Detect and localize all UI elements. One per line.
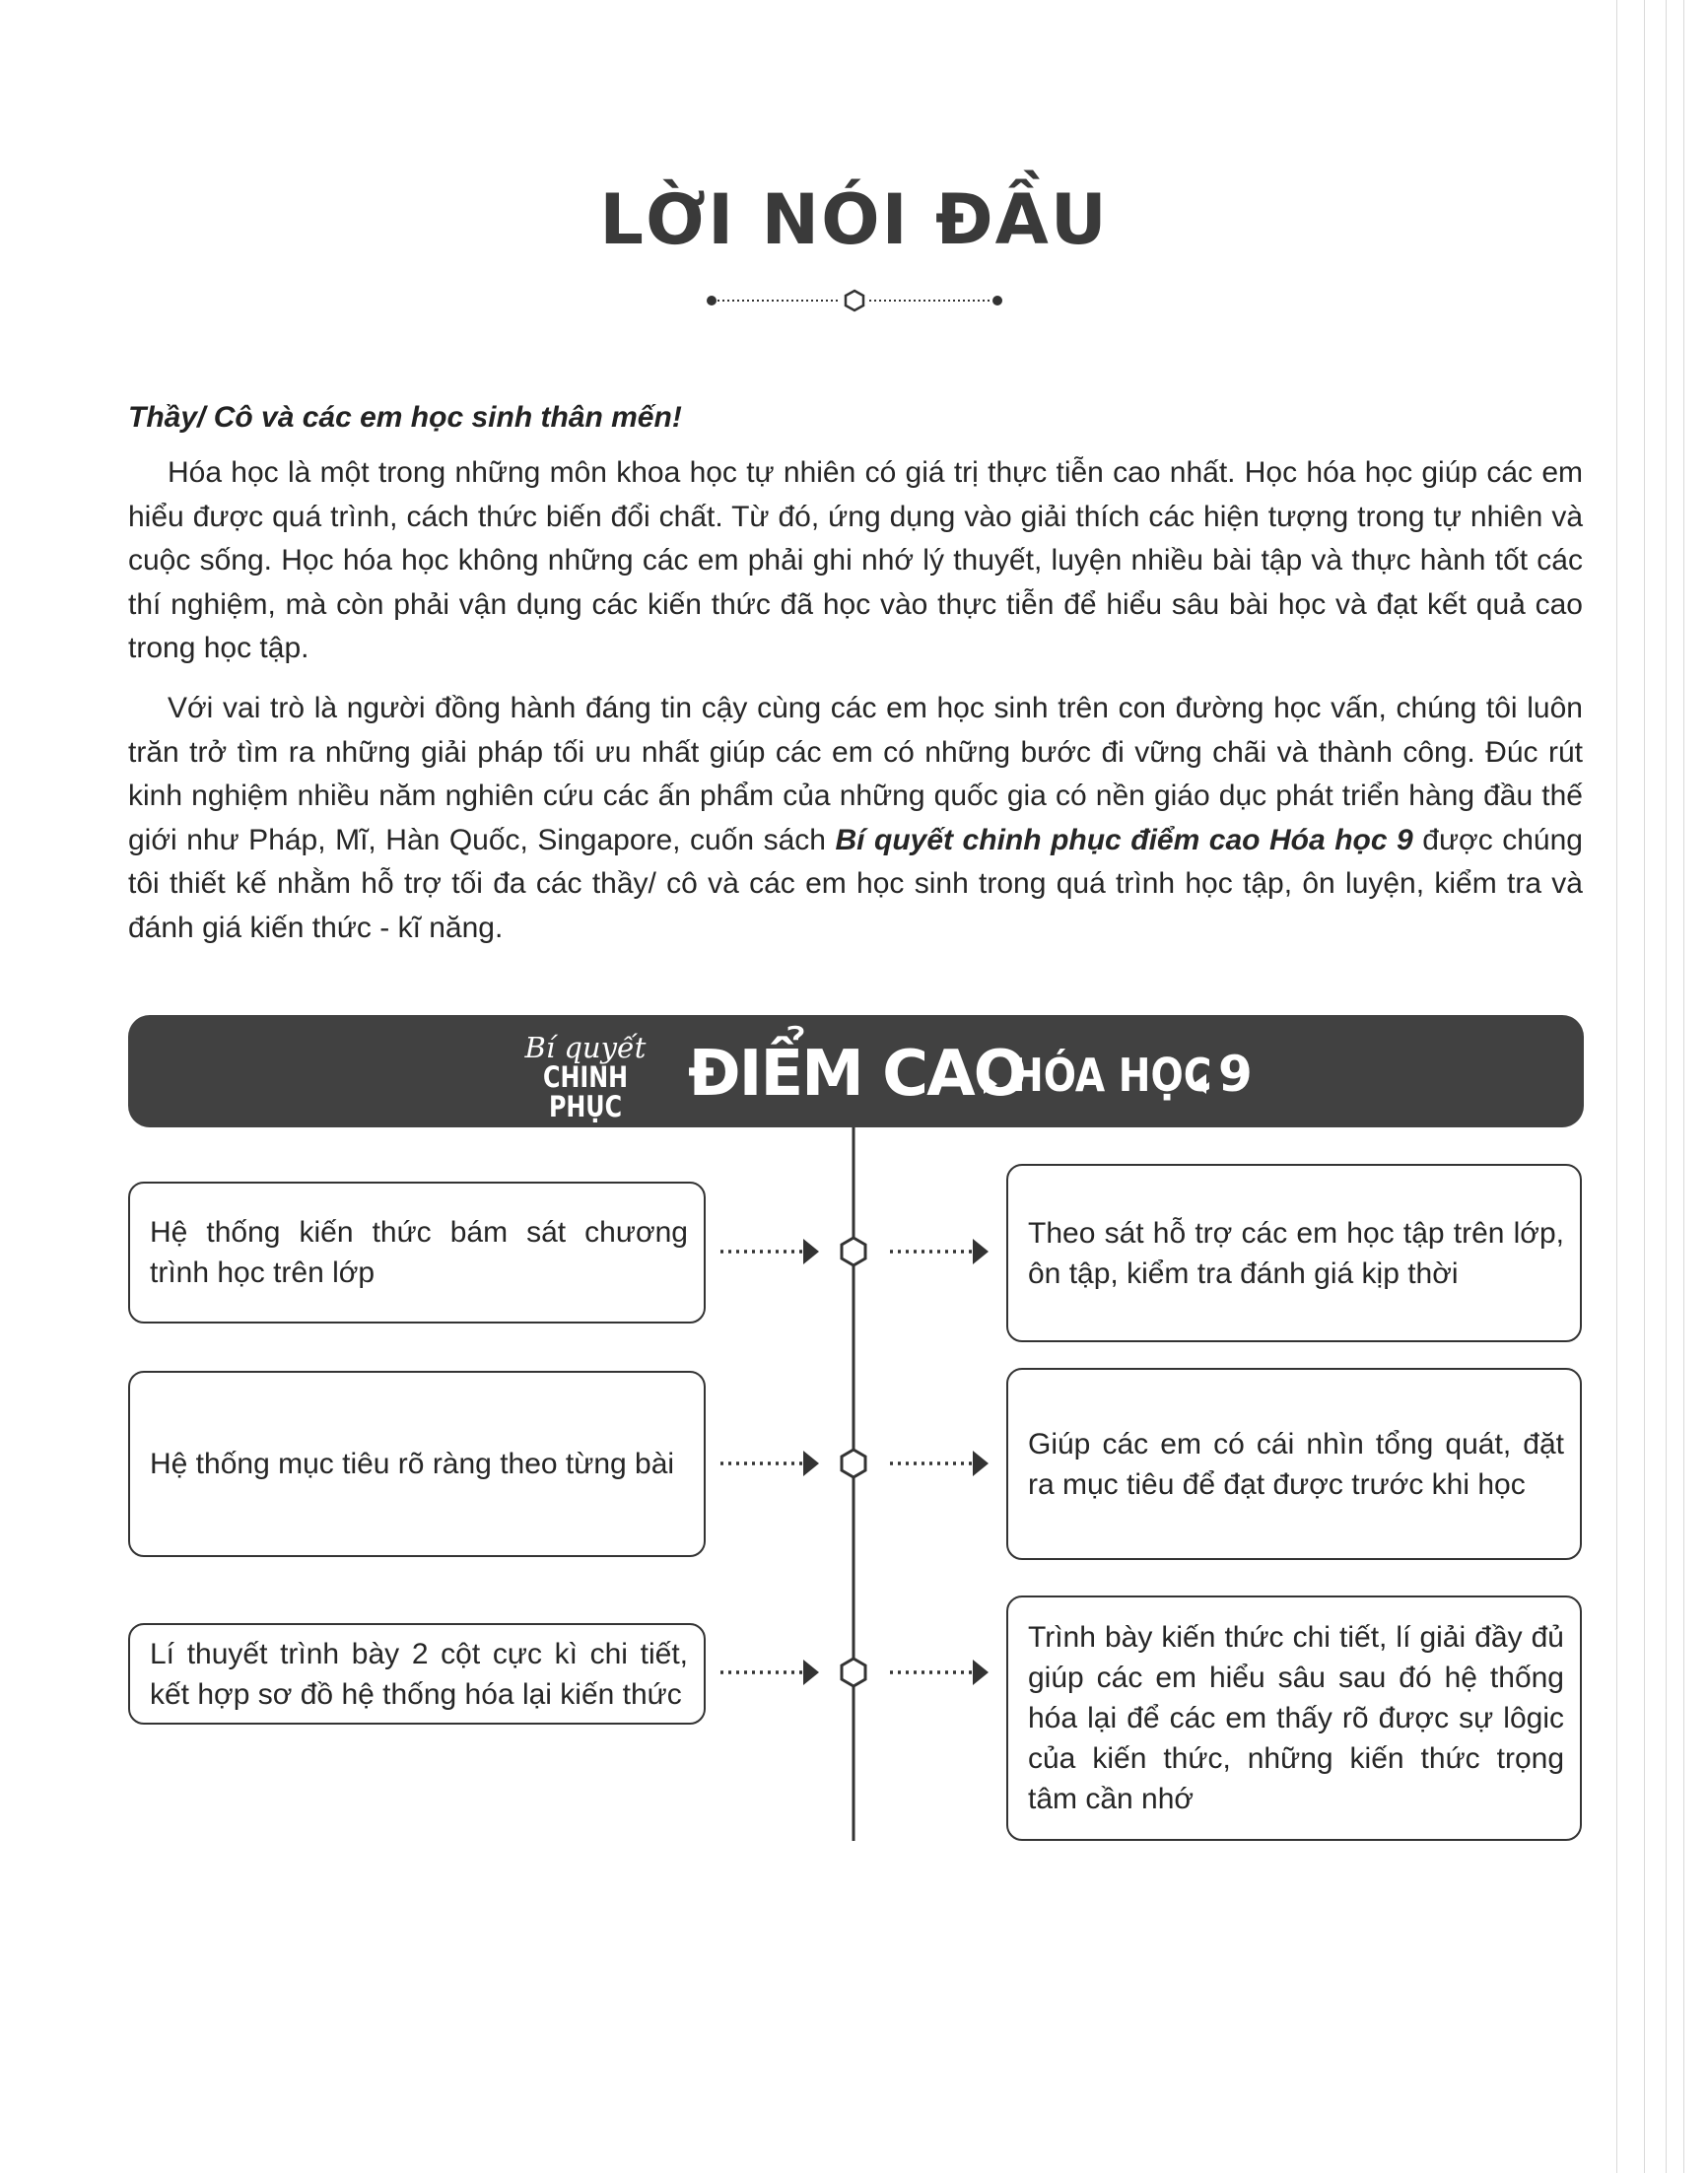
brand-grade: 9 xyxy=(1218,1046,1253,1103)
brand-big-text: ĐIỂM CAO xyxy=(688,1038,1026,1111)
page-edge-2 xyxy=(1644,0,1645,2173)
paragraph-2-text-b: được chúng tôi thiết kế nhằm hỗ trợ tối đa các thầy/ cô và các em học sinh trong quá trình học tập, ôn luyện, kiểm tra và đánh giá kiến thức - kĩ năng. xyxy=(128,823,1583,944)
triangle-left-icon xyxy=(1193,1074,1206,1094)
brand-banner xyxy=(128,1015,1584,1127)
feature-right-2 xyxy=(1006,1368,1582,1560)
feature-right-3 xyxy=(1006,1596,1582,1841)
brand-small-text xyxy=(497,1033,674,1121)
feature-right-1 xyxy=(1006,1164,1582,1342)
connector-row-3 xyxy=(720,1659,989,1686)
connector-row-2 xyxy=(720,1450,989,1477)
page-edge-4 xyxy=(1683,0,1684,2173)
feature-right-1-text: Theo sát hỗ trợ các em học tập trên lớp, ôn tập, kiểm tra đánh giá kịp thời xyxy=(1028,1216,1564,1290)
page-title: LỜI NÓI ĐẦU xyxy=(599,179,1109,260)
paragraph-2-text-a: Với vai trò là người đồng hành đáng tin cậy cùng các em học sinh trên con đường học vấn, chúng tôi luôn trăn trở tìm ra những giải pháp tối ưu nhất giúp các em có những bước đi vững chãi và thành công. Đúc rút kinh nghiệm nhiều năm nghiên cứu các ấn phẩm của những quốc gia có nền giáo dục phát triển hàng đầu thế giới như Pháp, Mĩ, Hàn Quốc, Singapore, cuốn sách xyxy=(128,692,1583,856)
page-edge-1 xyxy=(1616,0,1617,2173)
feature-right-2-text: Giúp các em có cái nhìn tổng quát, đặt ra mục tiêu để đạt được trước khi học xyxy=(1028,1427,1564,1501)
brand-line-1: Bí quyết xyxy=(524,1031,647,1064)
intro-paragraph-1: Hóa học là một trong những môn khoa học tự nhiên có giá trị thực tiễn cao nhất. Học hóa học giúp các em hiểu được quá trình, cách thức biến đổi chất. Từ đó, ứng dụng vào giải thích các hiện tượng trong tự nhiên và cuộc sống. Học hóa học không những các em phải ghi nhớ lý thuyết, luyện nhiều bài tập và thực hành tốt các thí nghiệm, mà còn phải vận dụng các kiến thức đã học vào thực tiễn để hiểu sâu bài học và đạt kết quả cao trong học tập. xyxy=(128,456,1583,665)
page-edge-3 xyxy=(1666,0,1667,2173)
brand-line-2: CHINH PHỤC xyxy=(542,1060,628,1123)
feature-left-1-text: Hệ thống kiến thức bám sát chương trình học trên lớp xyxy=(150,1216,688,1289)
title-ornament xyxy=(702,286,1007,315)
feature-left-1 xyxy=(128,1182,706,1324)
connector-row-1 xyxy=(720,1238,989,1265)
feature-right-3-text: Trình bày kiến thức chi tiết, lí giải đầy đủ giúp các em hiểu sâu sau đó hệ thống hóa lại để các em thấy rõ được sự lôgic của kiến thức, những kiến thức trọng tâm cần nhớ xyxy=(1028,1621,1564,1815)
greeting: Thầy/ Cô và các em học sinh thân mến! xyxy=(128,401,682,434)
feature-left-2 xyxy=(128,1371,706,1557)
feature-left-2-text: Hệ thống mục tiêu rõ ràng theo từng bài xyxy=(150,1448,675,1480)
feature-left-3-text: Lí thuyết trình bày 2 cột cực kì chi tiết, kết hợp sơ đồ hệ thống hóa lại kiến thức xyxy=(150,1637,688,1711)
feature-left-3 xyxy=(128,1623,706,1725)
brand-subject: HÓA HỌC xyxy=(1011,1049,1212,1102)
intro-paragraph-2 xyxy=(128,687,1583,951)
book-title: Bí quyết chinh phục điểm cao Hóa học 9 xyxy=(835,823,1413,856)
triangle-right-icon xyxy=(984,1074,997,1094)
